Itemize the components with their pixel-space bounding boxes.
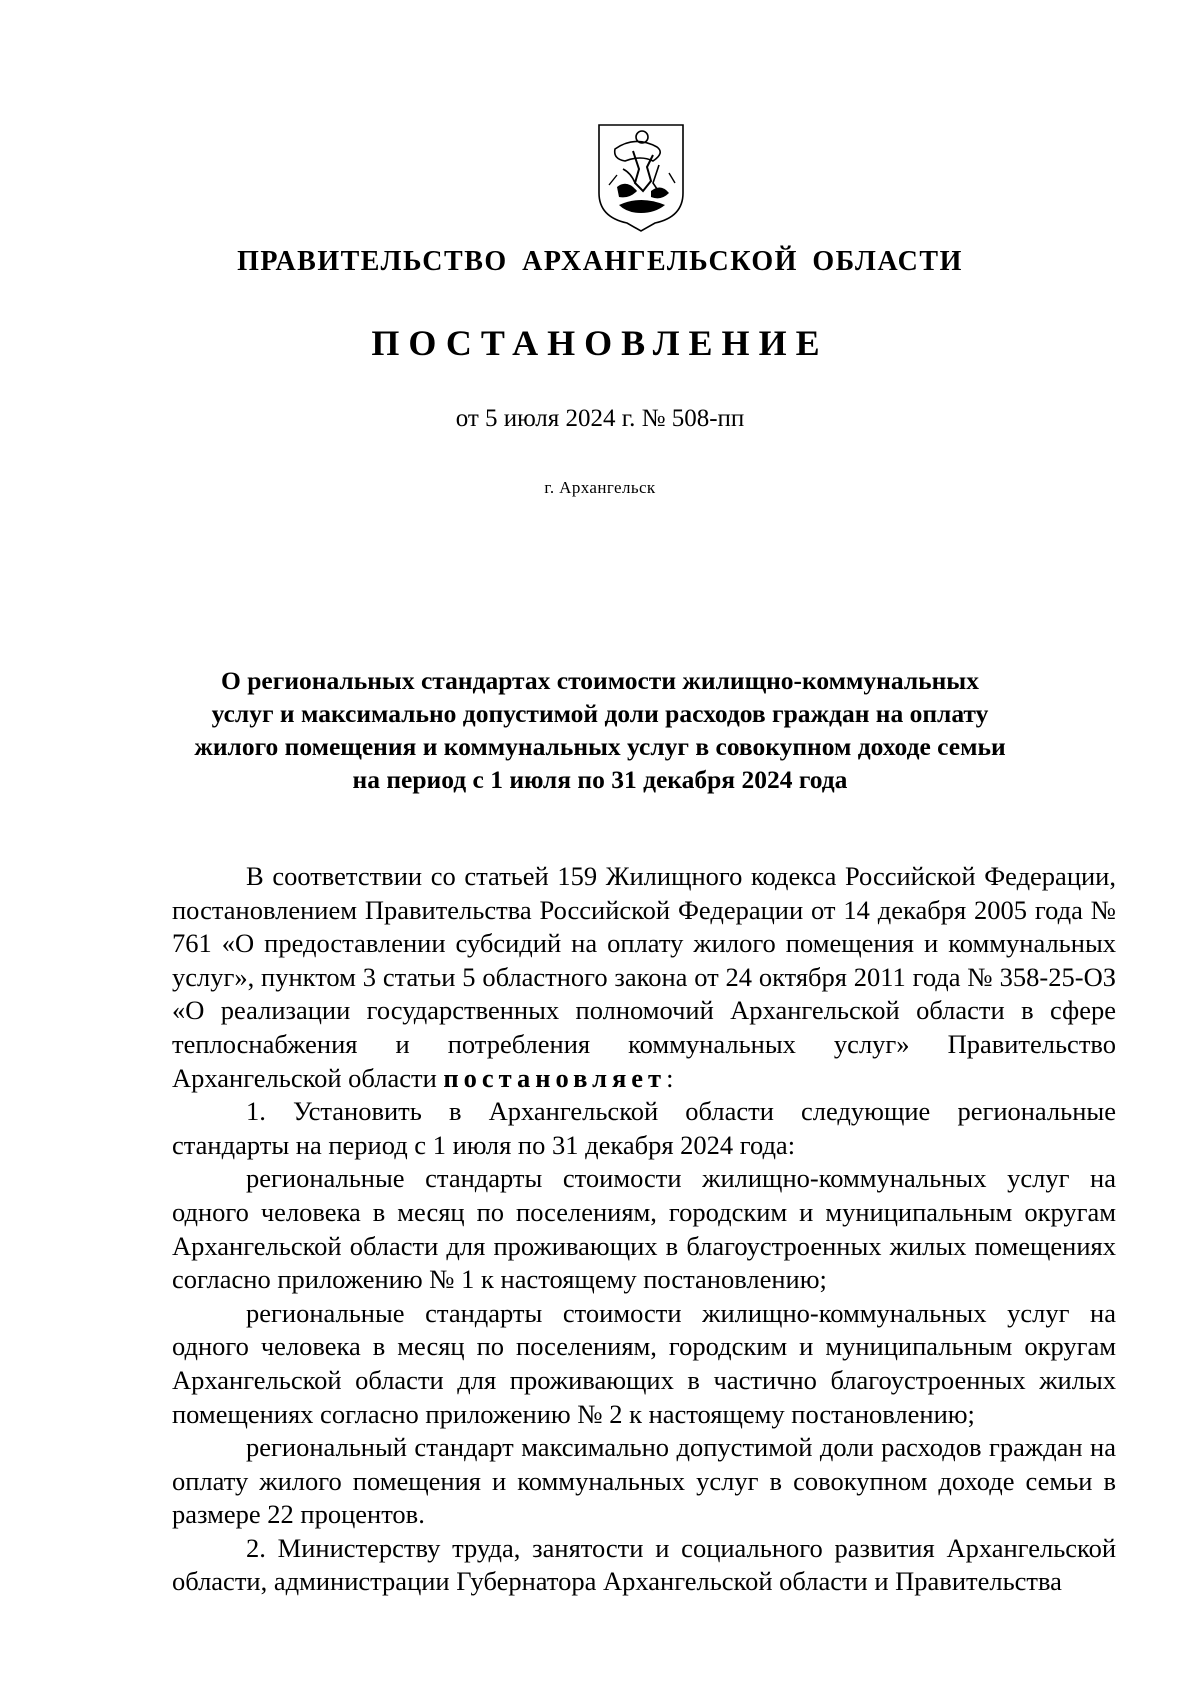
decree-colon: : [666,1062,674,1093]
heading-line: жилого помещения и коммунальных услуг в совокупном доходе семьи [194,732,1006,761]
item-1c-paragraph: региональный стандарт максимально допустимой доли расходов граждан на оплату жилого помещения и коммунальных услуг в совокупном доходе семьи в размере 22 процентов. [172,1432,1116,1530]
item-1b-paragraph: региональные стандарты стоимости жилищно-коммунальных услуг на одного человека в месяц по поселениям, городским и муниципальным округам Архангельской области для проживающих в частично благоустроенных жилых помещениях согласно приложению № 2 к настоящему постановлению; [172,1297,1116,1429]
coat-of-arms-icon [595,121,687,233]
document-type: ПОСТАНОВЛЕНИЕ [371,323,829,363]
document-date-number: от 5 июля 2024 г. № 508-пп [455,405,745,432]
preamble-paragraph [172,860,1116,1095]
item-2-paragraph: 2. Министерству труда, занятости и социального развития Архангельской области, администрации Губернатора Архангельской области и Правительства [172,1532,1116,1597]
document-city: г. Архангельск [544,478,656,497]
organization-title: ПРАВИТЕЛЬСТВО АРХАНГЕЛЬСКОЙ ОБЛАСТИ [237,246,963,277]
heading-line: О региональных стандартах стоимости жилищно-коммунальных [221,666,979,695]
heading-line: услуг и максимально допустимой доли расходов граждан на оплату [211,699,989,728]
preamble-text: В соответствии со статьей 159 Жилищного кодекса Российской Федерации, постановлением Правительства Российской Федерации от 14 декабря 2005 года № 761 «О предоставлении субсидий на оплату жилого помещения и коммунальных услуг», пунктом 3 статьи 5 областного закона от 24 октября 2011 года № 358-25-ОЗ «О реализации государственных полномочий Архангельской области в сфере теплоснабжения и потребления коммунальных услуг» Правительство Архангельской области [172,861,1116,1093]
item-1-paragraph: 1. Установить в Архангельской области следующие региональные стандарты на период с 1 июля по 31 декабря 2024 года: [172,1096,1116,1160]
item-1a-paragraph: региональные стандарты стоимости жилищно-коммунальных услуг на одного человека в месяц по поселениям, городским и муниципальным округам Архангельской области для проживающих в благоустроенных жилых помещениях согласно приложению № 1 к настоящему постановлению; [172,1163,1116,1295]
heading-line: на период с 1 июля по 31 декабря 2024 года [352,765,848,794]
document-body [172,860,1116,1599]
document-heading [150,664,1050,796]
decree-word: постановляет [443,1062,667,1093]
